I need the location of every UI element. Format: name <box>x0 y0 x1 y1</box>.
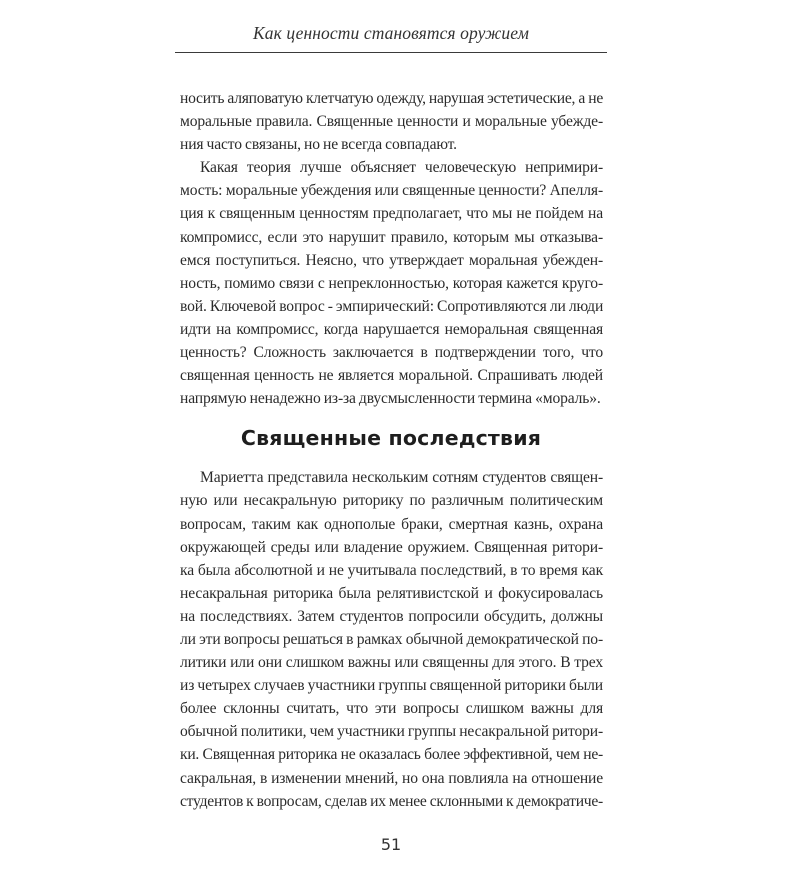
paragraph <box>180 156 603 410</box>
text-line: окружающей среды или владение оружием. Священная ритори- <box>180 538 603 556</box>
text-line: ценность? Сложность заключается в подтверждении того, что <box>180 344 603 362</box>
text-line: мость: моральные убеждения или священные ценности? Апелля- <box>180 182 603 200</box>
text-line: емся поступиться. Неясно, что утверждает моральная убежден- <box>180 251 603 269</box>
text-line: на последствиях. Затем студентов попросили обсудить, должны <box>180 607 603 625</box>
text-line: Мариетта представила нескольким сотням студентов священ- <box>200 469 603 487</box>
text-line: ли эти вопросы решаться в рамках обычной демократической по- <box>180 630 603 648</box>
text-line: студентов к вопросам, сделав их менее склонными к демократиче- <box>180 792 603 810</box>
page-number: 51 <box>380 834 402 854</box>
text-line: носить аляповатую клетчатую одежду, нарушая эстетические, а не <box>180 90 603 107</box>
text-line: вопросам, таким как однополые браки, смертная казнь, охрана <box>180 515 603 533</box>
text-line: Какая теория лучше объясняет человеческую непримири- <box>200 159 603 177</box>
text-line: напрямую ненадежно из-за двусмысленности термина «мораль». <box>180 390 601 408</box>
text-line: литики или они слишком важны или священны для этого. В трех <box>180 654 603 672</box>
text-line: ность, помимо связи с непреклонностью, которая кажется круго- <box>180 274 603 292</box>
text-line: из четырех случаев участники группы священной риторики были <box>180 677 603 695</box>
text-line: несакральная риторика была релятивистской и фокусировалась <box>180 584 603 602</box>
text-line: ную или несакральную риторику по различным политическим <box>180 492 603 510</box>
text-line: обычной политики, чем участники группы несакральной ритори- <box>180 723 603 741</box>
text-line: ка была абсолютной и не учитывала последствий, в то время как <box>180 561 603 579</box>
text-line: моральные правила. Священные ценности и моральные убежде- <box>180 113 603 131</box>
text-line: священная ценность не является моральной. Спрашивать людей <box>180 367 603 385</box>
text-line: более склонны считать, что эти вопросы слишком важны для <box>180 700 603 718</box>
paragraph <box>180 466 603 812</box>
text-line: вой. Ключевой вопрос - эмпирический: Сопротивляются ли люди <box>180 297 604 315</box>
text-line: ния часто связаны, но не всегда совпадают. <box>180 136 457 154</box>
section-heading: Священные последствия <box>240 426 542 451</box>
text-line: идти на компромисс, когда нарушается неморальная священная <box>180 320 603 338</box>
header-rule <box>175 52 607 53</box>
text-column <box>175 0 607 885</box>
text-line: ки. Священная риторика не оказалась более эффективной, чем не- <box>180 746 603 764</box>
text-line: компромисс, если это нарушит правило, которым мы отказыва- <box>180 228 603 246</box>
paragraph <box>180 87 603 156</box>
text-line: ция к священным ценностям предполагает, что мы не пойдем на <box>180 205 603 223</box>
text-line: сакральная, в изменении мнений, но она повлияла на отношение <box>180 769 603 787</box>
running-head: Как ценности становятся оружием <box>253 23 529 43</box>
